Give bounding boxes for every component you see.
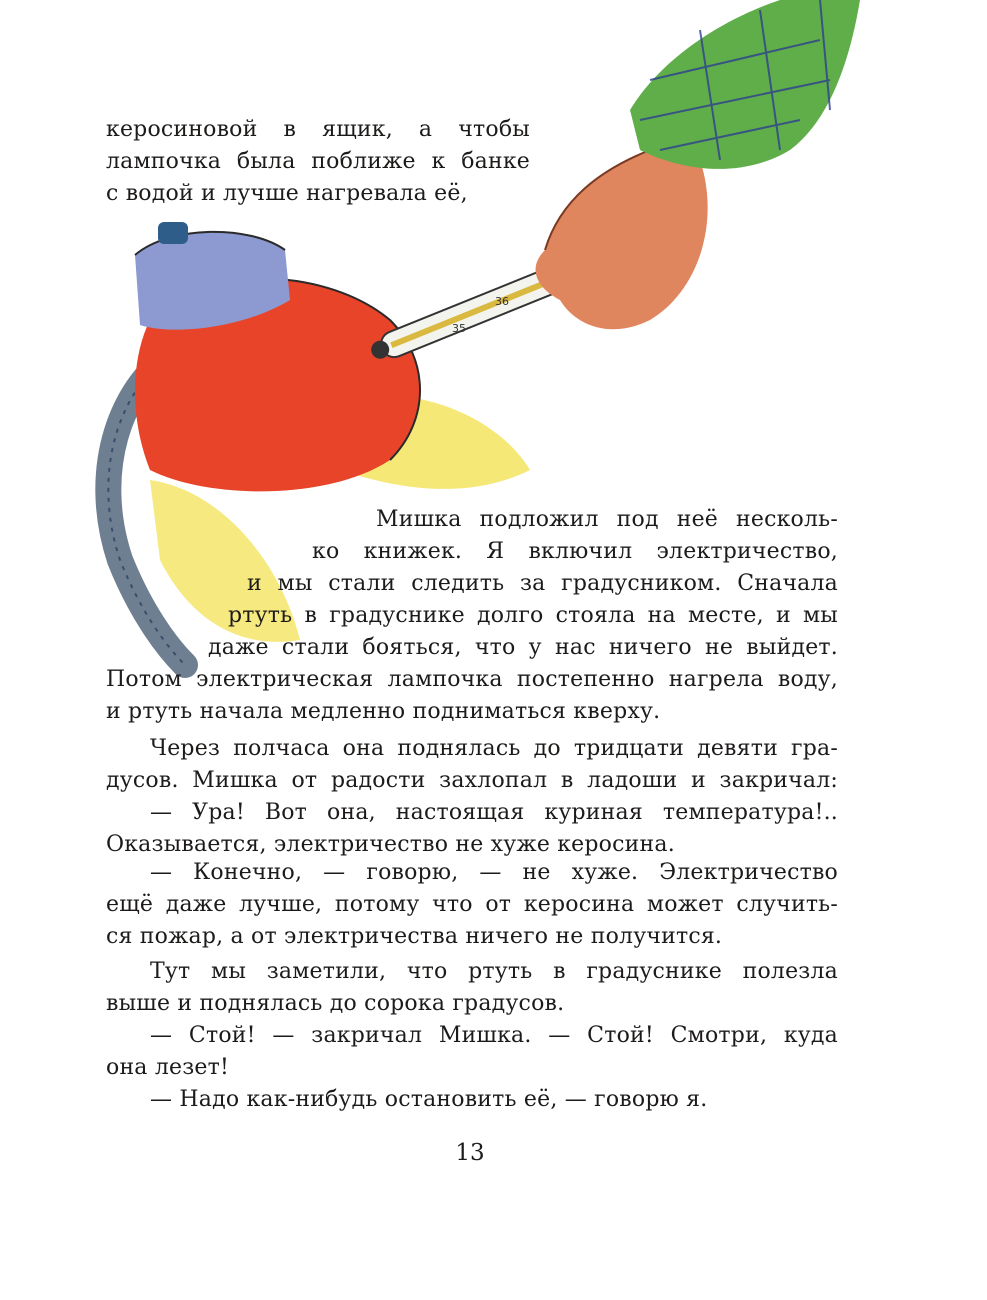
text-line: Оказывается, электричество не хуже керосина. bbox=[106, 832, 675, 857]
text-line: ко книжек. Я включил электричество, bbox=[312, 539, 838, 564]
hand bbox=[536, 150, 708, 329]
text-line: и ртуть начала медленно подниматься кверху. bbox=[106, 699, 661, 724]
text-line: лампочка была поближе к банке bbox=[106, 149, 530, 174]
text-line: даже стали бояться, что у нас ничего не выйдет. bbox=[208, 635, 838, 660]
text-line: выше и поднялась до сорока градусов. bbox=[106, 991, 565, 1016]
text-line: и мы стали следить за градусником. Сначала bbox=[247, 571, 838, 596]
text-line: дусов. Мишка от радости захлопал в ладоши и закричал: bbox=[106, 768, 838, 793]
text-line: — Надо как-нибудь остановить её, — говорю я. bbox=[150, 1087, 708, 1112]
lamp-knob bbox=[158, 222, 188, 244]
text-line: ртуть в градуснике долго стояла на месте, и мы bbox=[228, 603, 838, 628]
text-line: ещё даже лучше, потому что от керосина может случить- bbox=[106, 892, 838, 917]
text-line: — Конечно, — говорю, — не хуже. Электричество bbox=[150, 860, 838, 885]
text-line: Потом электрическая лампочка постепенно нагрела воду, bbox=[106, 667, 838, 692]
thermometer-mark-35: 35 bbox=[452, 322, 466, 335]
text-line: — Ура! Вот она, настоящая куриная температура!.. bbox=[150, 800, 838, 825]
text-line: с водой и лучше нагревала её, bbox=[106, 181, 468, 206]
text-line: Мишка подложил под неё несколь- bbox=[376, 507, 838, 532]
text-line: Тут мы заметили, что ртуть в градуснике полезла bbox=[150, 959, 838, 984]
sleeve bbox=[630, 0, 860, 169]
thermometer-mark-36: 36 bbox=[495, 295, 509, 308]
text-line: керосиновой в ящик, а чтобы bbox=[106, 117, 530, 142]
page-number: 13 bbox=[455, 1140, 485, 1166]
text-line: — Стой! — закричал Мишка. — Стой! Смотри, куда bbox=[150, 1023, 838, 1048]
text-line: ся пожар, а от электричества ничего не получится. bbox=[106, 924, 723, 949]
text-line: она лезет! bbox=[106, 1055, 230, 1080]
text-line: Через полчаса она поднялась до тридцати девяти гра- bbox=[150, 736, 838, 761]
